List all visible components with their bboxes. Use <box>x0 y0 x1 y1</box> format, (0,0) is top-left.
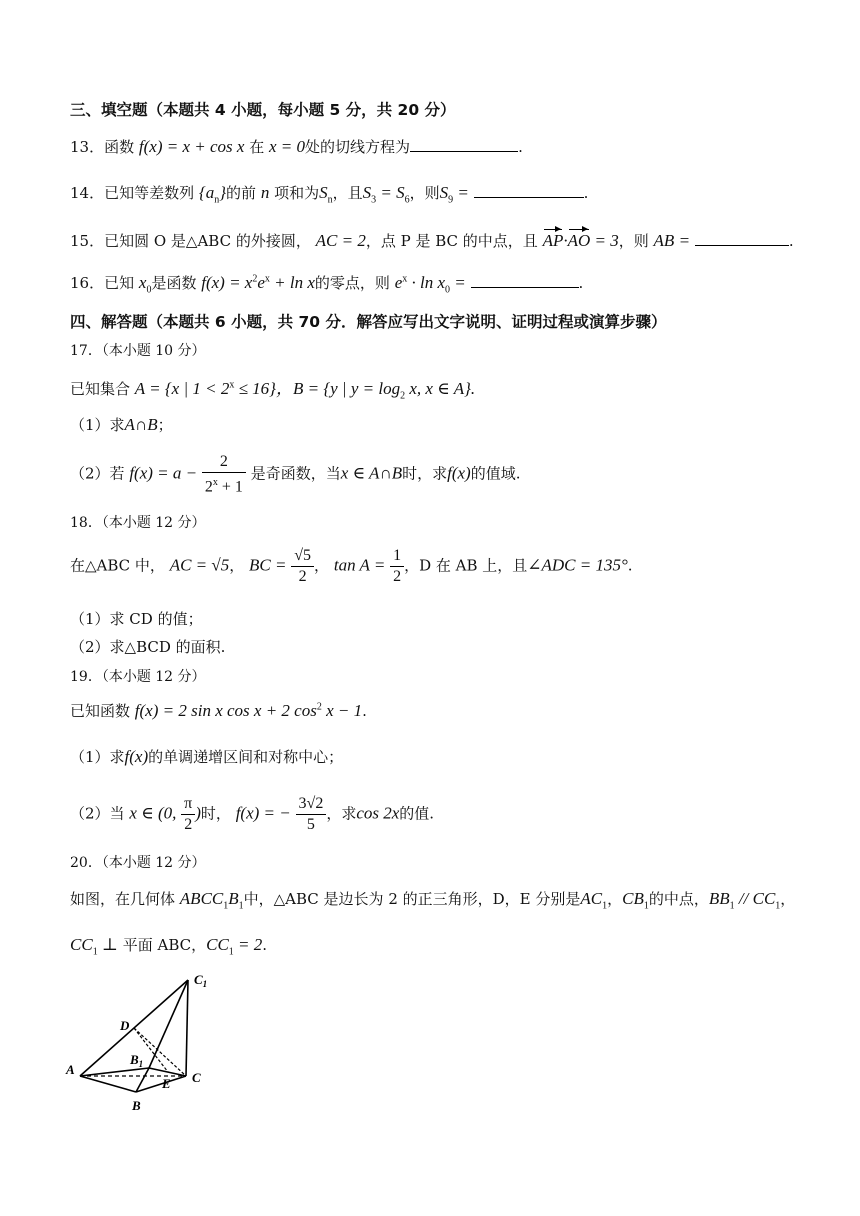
edge-a-b <box>80 1076 136 1092</box>
fraction: $\frac{√5}{2}$ <box>291 546 314 587</box>
label-b: B <box>132 1098 141 1113</box>
question-18-stem: 在△ABC 中， AC = √5， BC = $\frac{√5}{2}$ ， tan A = $\frac{1}{2}$ ，D 在 AB 上，且∠ADC = 135°. <box>70 547 633 585</box>
answer-blank-15[interactable] <box>695 231 789 246</box>
fraction: $\frac{3√2}{5}$ <box>296 794 327 835</box>
edge-a-b1 <box>80 1068 149 1076</box>
question-18-part1: （1）求 CD 的值； <box>70 610 203 628</box>
edge-c1-c <box>186 980 188 1076</box>
answer-blank-14[interactable] <box>474 183 584 198</box>
label-b1: $B_1$ <box>130 1052 144 1069</box>
answer-blank-16[interactable] <box>471 273 579 288</box>
question-18-header: 18．（本小题 12 分） <box>70 515 206 531</box>
question-16: 16．已知 $x_0$是函数 $f(x) = x^2e^x + \ln x$的零点，则 $e^x \cdot \ln x_0$ = . <box>70 273 584 296</box>
section3-heading: 三、填空题（本题共 4 小题，每小题 5 分，共 20 分） <box>70 101 456 119</box>
question-17-header: 17．（本小题 10 分） <box>70 343 206 359</box>
label-d: D <box>120 1018 130 1033</box>
label-c: C <box>192 1070 201 1085</box>
fraction: $\frac{1}{2}$ <box>390 546 404 587</box>
fraction: $\frac{2}{2^x + 1}$ <box>202 452 246 497</box>
label-c1: $C_1$ <box>194 972 208 989</box>
question-15: 15．已知圆 O 是△ABC 的外接圆， AC = 2，点 P 是 BC 的中点，且 AP·AO = 3，则 AB = . <box>70 231 794 250</box>
geometry-figure <box>60 970 240 1130</box>
question-13: 13．函数 f(x) = x + cos x 在 x = 0处的切线方程为 . <box>70 137 523 156</box>
question-20-line1: 如图，在几何体 $ABCC_1B_1$中，△ABC 是边长为 2 的正三角形，D，E 分别是$AC_1$，$CB_1$的中点，$BB_1 // CC_1$， <box>70 889 796 912</box>
question-19-part1: （1）求f(x)的单调递增区间和对称中心； <box>70 747 344 766</box>
question-20-line2: $CC_1$ ⊥ 平面 ABC，$CC_1 = 2$. <box>70 935 268 958</box>
label-e: E <box>162 1076 171 1091</box>
label-a: A <box>66 1062 75 1077</box>
fraction: $\frac{\pi}{2}$ <box>181 794 195 835</box>
question-19-stem: 已知函数 f(x) = 2 sin x cos x + 2 $\cos^2 x - 1$. <box>70 701 367 720</box>
question-17-part1: （1）求A∩B； <box>70 415 173 434</box>
edge-c1-b1 <box>149 980 188 1068</box>
question-17-part2: （2）若 f(x) = a − $\frac{2}{2^x + 1}$ 是奇函数，当x ∈ A∩B时，求f(x)的值域. <box>70 453 521 496</box>
section4-heading: 四、解答题（本题共 6 小题，共 70 分．解答应写出文字说明、证明过程或演算步骤） <box>70 313 667 331</box>
question-19-header: 19．（本小题 12 分） <box>70 669 206 685</box>
question-14: 14．已知等差数列 $\{a_n\}$的前 n 项和为$S_n$，且$S_3 = S_6$，则$S_9$ = . <box>70 183 589 206</box>
answer-blank-13[interactable] <box>410 137 518 152</box>
question-19-part2: （2）当 x ∈ (0, $\frac{\pi}{2}$ )时， f(x) = − $\frac{3√2}{5}$ ，求cos 2x的值. <box>70 795 435 833</box>
question-20-header: 20．（本小题 12 分） <box>70 855 206 871</box>
question-18-part2: （2）求△BCD 的面积. <box>70 638 226 656</box>
question-17-stem: 已知集合 A = {x | $1 < 2^x \le 16$}，B = {y | $y = \log_2 x$, x ∈ A}. <box>70 379 476 402</box>
